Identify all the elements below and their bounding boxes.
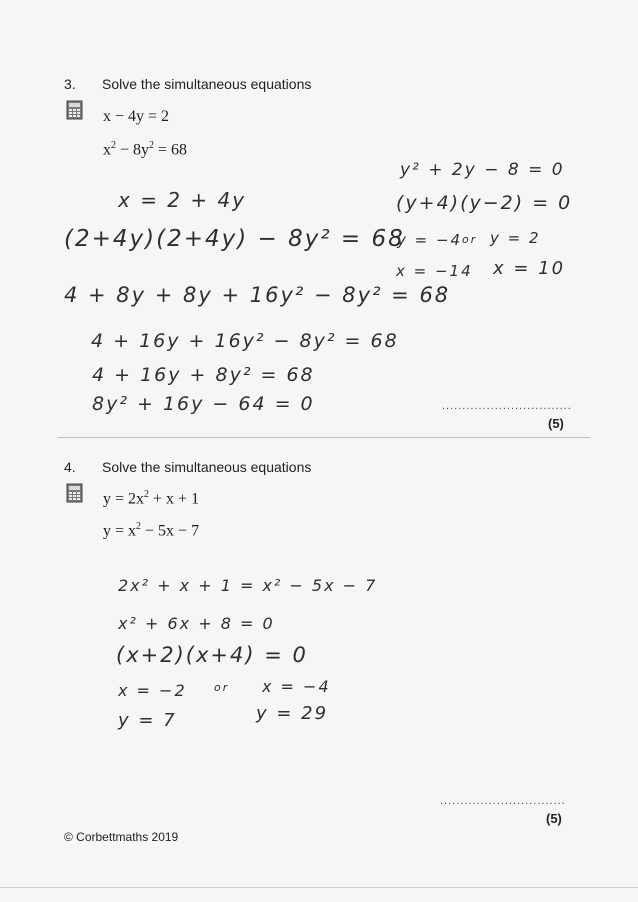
q4-working-line-3: (x+2)(x+4) = 0 bbox=[116, 643, 308, 667]
question-3-number: 3. bbox=[64, 76, 76, 92]
q4-equation-1: $y = 2x^2 + x + 1$ bbox=[103, 489, 200, 508]
q3-working-line-5: 4 + 16y + 8y² = 68 bbox=[92, 364, 315, 386]
q3-working-right-6: x = 10 bbox=[493, 258, 566, 279]
q3-working-right-3: y = −4 bbox=[397, 231, 463, 249]
q3-working-right-or: or bbox=[462, 233, 478, 246]
q4-answer-line[interactable]: ............................... bbox=[440, 795, 566, 807]
q3-working-line-2: (2+4y)(2+4y) − 8y² = 68 bbox=[64, 226, 405, 252]
q3-working-line-6: 8y² + 16y − 64 = 0 bbox=[92, 393, 315, 415]
copyright-footer: © Corbettmaths 2019 bbox=[64, 830, 179, 844]
q3-marks: (5) bbox=[548, 416, 564, 431]
q3-working-right-2: (y+4)(y−2) = 0 bbox=[396, 192, 573, 214]
q4-marks: (5) bbox=[546, 811, 562, 826]
q3-equation-1: x − 4y = 2 bbox=[103, 108, 170, 125]
question-divider bbox=[58, 437, 590, 438]
q3-working-right-5: x = −14 bbox=[396, 262, 473, 280]
q4-working-line-6: y = 7 bbox=[118, 710, 177, 731]
calculator-icon bbox=[66, 100, 83, 120]
question-4-instruction: Solve the simultaneous equations bbox=[102, 459, 312, 475]
q4-equation-2: $y = x^2 - 5x - 7$ bbox=[103, 521, 200, 540]
q4-working-line-5: x = −4 bbox=[262, 677, 331, 696]
calculator-icon bbox=[66, 483, 83, 503]
q3-working-line-4: 4 + 16y + 16y² − 8y² = 68 bbox=[91, 330, 399, 352]
q3-working-right-1: y² + 2y − 8 = 0 bbox=[400, 160, 565, 180]
q3-answer-line[interactable]: ................................ bbox=[442, 400, 572, 412]
q3-working-line-1: x = 2 + 4y bbox=[118, 188, 247, 212]
q4-working-line-2: x² + 6x + 8 = 0 bbox=[118, 614, 275, 633]
q3-working-line-3: 4 + 8y + 8y + 16y² − 8y² = 68 bbox=[64, 283, 451, 307]
question-4-number: 4. bbox=[64, 459, 76, 475]
q4-working-line-1: 2x² + x + 1 = x² − 5x − 7 bbox=[118, 576, 378, 595]
q3-equation-2: $x^2 - 8y^2 = 68$ bbox=[103, 140, 188, 159]
q4-working-line-4: x = −2 bbox=[118, 681, 187, 700]
question-3-instruction: Solve the simultaneous equations bbox=[102, 76, 312, 92]
q3-working-right-4: y = 2 bbox=[490, 229, 541, 247]
q4-working-line-7: y = 29 bbox=[256, 703, 329, 724]
q4-working-or: or bbox=[214, 681, 230, 694]
page-bottom-edge bbox=[0, 887, 638, 888]
